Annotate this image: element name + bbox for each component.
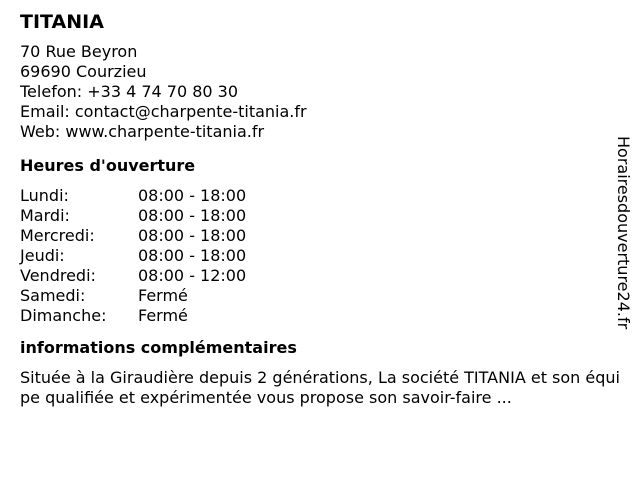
hours-time: Fermé xyxy=(138,306,188,325)
hours-day: Vendredi: xyxy=(20,266,96,285)
hours-row-sunday xyxy=(20,306,620,326)
hours-row-tuesday xyxy=(20,206,620,226)
side-brand-text: Horairesdouverture24.fr xyxy=(614,136,633,330)
hours-row-wednesday xyxy=(20,226,620,246)
hours-heading: Heures d'ouverture xyxy=(20,156,196,175)
hours-row-monday xyxy=(20,186,620,206)
business-card xyxy=(20,10,620,408)
website-text: Web: www.charpente-titania.fr xyxy=(20,122,265,141)
hours-time: 08:00 - 18:00 xyxy=(138,186,247,205)
hours-day: Dimanche: xyxy=(20,306,107,325)
info-description: Située à la Giraudière depuis 2 générations, La société TITANIA et son équipe qualifiée et expérimentée vous propose son savoir-faire ... xyxy=(20,368,620,407)
info-heading: informations complémentaires xyxy=(20,338,297,357)
business-name: TITANIA xyxy=(20,11,104,33)
hours-day: Mercredi: xyxy=(20,226,95,245)
hours-time: 08:00 - 18:00 xyxy=(138,226,247,245)
hours-day: Jeudi: xyxy=(20,246,65,265)
hours-time: Fermé xyxy=(138,286,188,305)
hours-day: Mardi: xyxy=(20,206,70,225)
email-text: Email: contact@charpente-titania.fr xyxy=(20,102,307,121)
hours-time: 08:00 - 18:00 xyxy=(138,246,247,265)
address-line-1: 70 Rue Beyron xyxy=(20,42,138,61)
hours-row-thursday xyxy=(20,246,620,266)
hours-time: 08:00 - 12:00 xyxy=(138,266,247,285)
hours-time: 08:00 - 18:00 xyxy=(138,206,247,225)
address-line-2: 69690 Courzieu xyxy=(20,62,147,81)
hours-day: Samedi: xyxy=(20,286,86,305)
hours-row-saturday xyxy=(20,286,620,306)
hours-day: Lundi: xyxy=(20,186,69,205)
phone-text: Telefon: +33 4 74 70 80 30 xyxy=(20,82,239,101)
hours-row-friday xyxy=(20,266,620,286)
